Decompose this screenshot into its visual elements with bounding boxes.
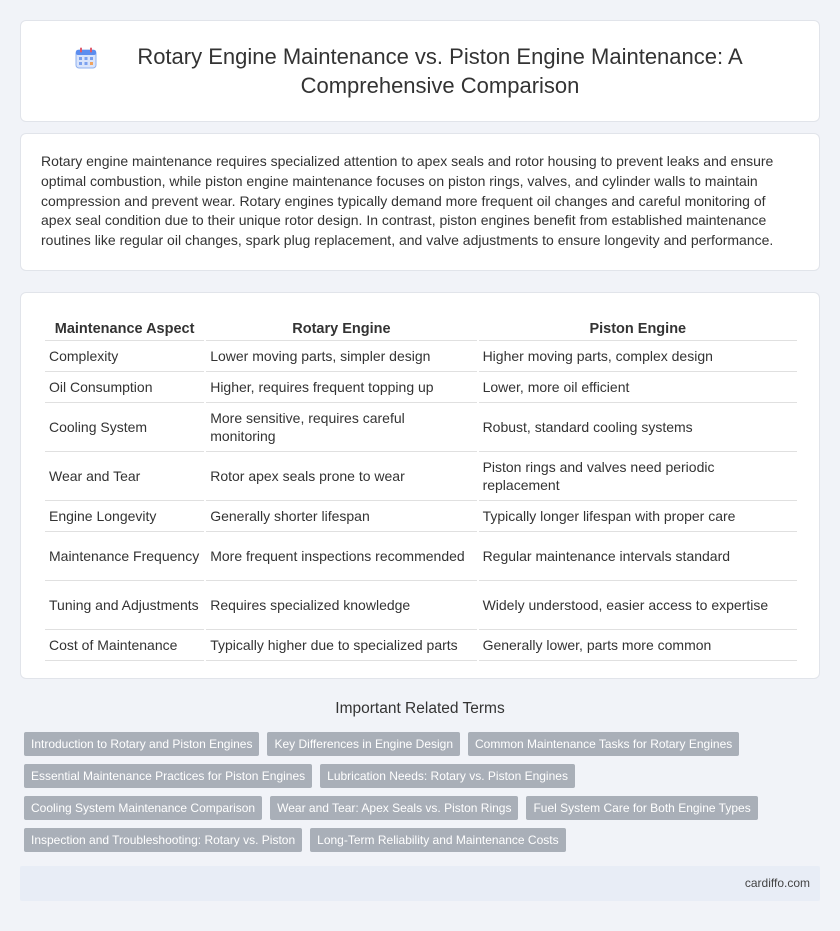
table-row (45, 403, 797, 452)
table-cell: Widely understood, easier access to expertise (479, 581, 797, 630)
table-row (45, 581, 797, 630)
table-cell: Generally lower, parts more common (479, 630, 797, 661)
related-term-tag[interactable]: Common Maintenance Tasks for Rotary Engines (468, 732, 739, 756)
footer (20, 866, 820, 901)
related-term-tag[interactable]: Wear and Tear: Apex Seals vs. Piston Rings (270, 796, 518, 820)
intro-card (20, 133, 820, 271)
table-cell: Piston rings and valves need periodic replacement (479, 452, 797, 501)
table-cell: Wear and Tear (45, 452, 204, 501)
table-cell: Higher moving parts, complex design (479, 341, 797, 372)
column-header-rotary: Rotary Engine (206, 313, 476, 341)
table-cell: More frequent inspections recommended (206, 532, 476, 581)
table-cell: Lower moving parts, simpler design (206, 341, 476, 372)
table-cell: Complexity (45, 341, 204, 372)
column-header-aspect: Maintenance Aspect (45, 313, 204, 341)
related-term-tag[interactable]: Long-Term Reliability and Maintenance Costs (310, 828, 565, 852)
table-cell: Cost of Maintenance (45, 630, 204, 661)
calendar-icon (75, 47, 97, 69)
table-row (45, 372, 797, 403)
related-terms-list (24, 732, 824, 860)
related-term-tag[interactable]: Fuel System Care for Both Engine Types (526, 796, 757, 820)
related-term-tag[interactable]: Introduction to Rotary and Piston Engines (24, 732, 259, 756)
table-row (45, 341, 797, 372)
table-cell: More sensitive, requires careful monitoring (206, 403, 476, 452)
comparison-table-card (20, 292, 820, 679)
related-term-tag[interactable]: Cooling System Maintenance Comparison (24, 796, 262, 820)
table-cell: Higher, requires frequent topping up (206, 372, 476, 403)
related-term-tag[interactable]: Key Differences in Engine Design (267, 732, 460, 756)
footer-site-link[interactable]: cardiffo.com (744, 876, 810, 890)
related-term-tag[interactable]: Essential Maintenance Practices for Piston Engines (24, 764, 312, 788)
table-cell: Regular maintenance intervals standard (479, 532, 797, 581)
table-cell: Requires specialized knowledge (206, 581, 476, 630)
related-term-tag[interactable]: Lubrication Needs: Rotary vs. Piston Engines (320, 764, 575, 788)
table-cell: Lower, more oil efficient (479, 372, 797, 403)
table-cell: Typically higher due to specialized parts (206, 630, 476, 661)
page-title: Rotary Engine Maintenance vs. Piston Engine Maintenance: A Comprehensive Comparison (137, 44, 743, 98)
table-cell: Engine Longevity (45, 501, 204, 532)
table-header-row (45, 313, 797, 341)
table-row (45, 630, 797, 661)
column-header-piston: Piston Engine (479, 313, 797, 341)
related-term-tag[interactable]: Inspection and Troubleshooting: Rotary vs. Piston (24, 828, 302, 852)
table-cell: Tuning and Adjustments (45, 581, 204, 630)
related-terms-heading: Important Related Terms (335, 700, 505, 717)
table-cell: Rotor apex seals prone to wear (206, 452, 476, 501)
table-row (45, 532, 797, 581)
title-card (20, 20, 820, 122)
table-row (45, 501, 797, 532)
table-cell: Oil Consumption (45, 372, 204, 403)
table-cell: Typically longer lifespan with proper care (479, 501, 797, 532)
table-row (45, 452, 797, 501)
comparison-table (43, 313, 799, 661)
table-cell: Robust, standard cooling systems (479, 403, 797, 452)
intro-paragraph: Rotary engine maintenance requires specialized attention to apex seals and rotor housing to prevent leaks and ensure optimal combustion, while piston engine maintenance focuses on piston rings, valves, and cylinder walls to maintain compression and prevent wear. Rotary engines typically demand more frequent oil changes and careful monitoring of apex seal condition due to their unique rotor design. In contrast, piston engines benefit from established maintenance routines like regular oil changes, spark plug replacement, and valve adjustments to ensure longevity and performance. (41, 153, 774, 249)
table-cell: Cooling System (45, 403, 204, 452)
table-cell: Generally shorter lifespan (206, 501, 476, 532)
table-cell: Maintenance Frequency (45, 532, 204, 581)
